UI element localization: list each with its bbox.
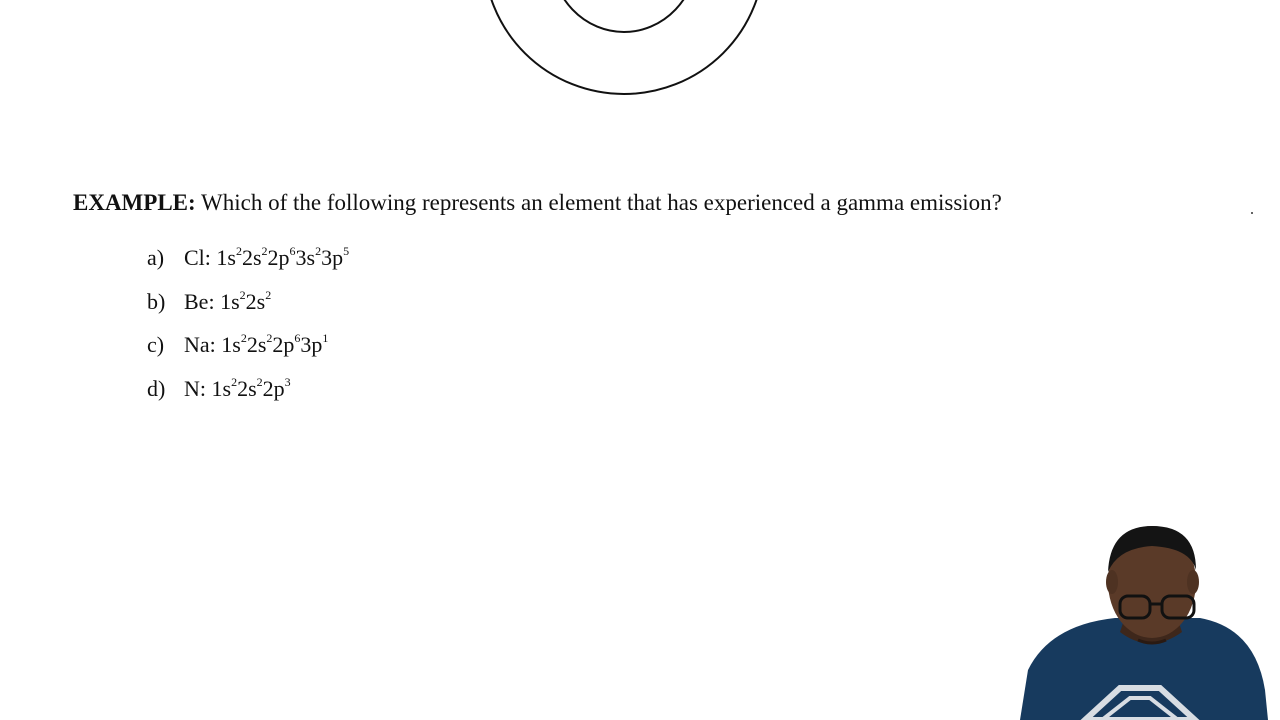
electron-configuration: $1s^22s^22p^63s^23p^5$ <box>216 244 350 270</box>
option-c[interactable] <box>147 328 349 372</box>
electron-configuration: $1s^22s^22p^3$ <box>211 374 291 401</box>
orbit-rings-diagram <box>0 0 1280 120</box>
option-element: Be: <box>184 288 215 314</box>
stray-dot <box>1251 212 1253 214</box>
question-text: Which of the following represents an element that has experienced a gamma emission? <box>201 190 1002 215</box>
option-a[interactable] <box>147 241 349 285</box>
option-element: Na: <box>184 332 216 357</box>
option-letter: a) <box>147 245 165 270</box>
answer-options <box>147 241 349 415</box>
question <box>73 186 1002 220</box>
option-letter: c) <box>147 332 165 357</box>
inner-ring <box>551 0 697 32</box>
option-b[interactable] <box>147 285 349 329</box>
option-element: N: <box>184 375 206 401</box>
presenter-webcam-figure <box>1010 520 1280 720</box>
electron-configuration: $1s^22s^22p^63p^1$ <box>221 331 329 357</box>
option-letter: b) <box>147 288 166 314</box>
option-element: Cl: <box>184 245 211 270</box>
outer-ring <box>484 0 764 94</box>
electron-configuration: $1s^22s^2$ <box>220 287 272 314</box>
option-letter: d) <box>147 375 166 401</box>
question-label: EXAMPLE: <box>73 190 196 215</box>
option-d[interactable] <box>147 372 349 416</box>
